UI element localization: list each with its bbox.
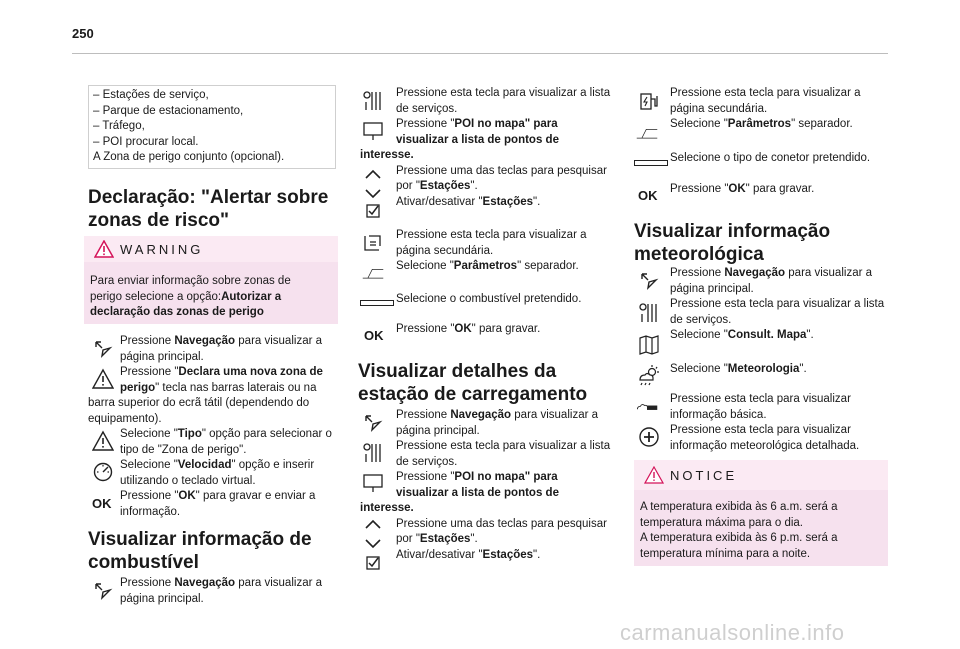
section-heading: Visualizar informação de combustível — [88, 529, 312, 573]
notice-box: NOTICE A temperatura exibida às 6 a.m. será a temperatura máxima para o dia. A temperatura exibida às 6 p.m. será a temperatura mínima para a noite. — [634, 460, 888, 566]
ok-icon: OK — [638, 188, 658, 203]
navigation-icon — [638, 270, 660, 292]
col3-block-a: Pressione esta tecla para visualizar a página secundária. Selecione "Parâmetros" separador. — [670, 87, 861, 130]
ok-icon: OK — [92, 496, 112, 511]
section-heading: Declaração: "Alertar sobre zonas de risco" — [88, 187, 329, 231]
page-number: 250 — [72, 26, 94, 41]
section-heading: Visualizar detalhes da estação de carregamento — [358, 361, 588, 405]
navigation-icon — [92, 580, 114, 602]
basic-info-icon — [636, 396, 658, 418]
col3-block-d: Pressione Navegação para visualizar a página principal. Pressione esta tecla para visualizar a lista de serviços. Selecione "Consult. Mapa". — [670, 267, 885, 341]
save-text: Pressione "OK" para gravar. — [396, 323, 541, 335]
notice-title: NOTICE — [670, 468, 738, 483]
notice-icon — [644, 466, 664, 489]
parameters-tab-icon — [362, 262, 384, 284]
col2-block-b: Pressione esta tecla para visualizar a página secundária. Selecione "Parâmetros" separador. — [396, 229, 587, 272]
ok-icon: OK — [364, 328, 384, 343]
list-item: – Estações de serviço, — [93, 89, 209, 101]
services-list-icon — [638, 302, 660, 324]
warning-icon — [94, 240, 114, 263]
col3-block-f: Pressione esta tecla para visualizar informação básica. Pressione esta tecla para visualizar informação meteorológica detalhada. — [670, 393, 860, 452]
list-item: – POI procurar local. — [93, 135, 199, 148]
weather-icon — [638, 364, 660, 386]
watermark: carmanualsonline.info — [620, 620, 845, 645]
map-icon — [638, 334, 660, 356]
top-rule — [72, 53, 888, 54]
list-item: – Tráfego, — [93, 120, 145, 132]
charging-station-icon — [638, 90, 660, 112]
service-list-box — [88, 85, 336, 169]
detailed-info-icon — [638, 426, 660, 448]
col1-steps: Pressione Navegação para visualizar a página principal. Pressione "Declara uma nova zona de perigo" tecla nas barras laterais ou na barra superior do ecrã tátil (dependendo do equipamento). Selecione "Tipo" opção para selecionar o tipo de "Zona de perigo". Selecione "Velocidad" opção e inserir utilizando o teclado virtual. Pressione "OK" para gravar e enviar a informação. — [88, 335, 332, 518]
col2-block-a: Pressione esta tecla para visualizar a lista de serviços. Pressione "POI no mapa" para visualizar a lista de pontos de interesse. Pressione uma das teclas para pesquisar por "Estações". Ativar/desativar "Estações". — [360, 87, 611, 208]
parameters-tab-icon — [636, 122, 658, 144]
list-item: A Zona de perigo conjunto (opcional). — [93, 151, 285, 163]
warning-title: WARNING — [120, 242, 204, 257]
connector-select-bar-icon — [634, 160, 668, 166]
list-item: – Parque de estacionamento, — [93, 104, 244, 117]
secondary-page-icon — [362, 232, 384, 254]
fuel-select-bar-icon — [360, 300, 394, 306]
section-heading: Visualizar informação meteorológica — [634, 221, 831, 265]
col1-steps2: Pressione Navegação para visualizar a página principal. — [120, 577, 323, 605]
connector-select-text: Selecione o tipo de conetor pretendido. — [670, 152, 871, 164]
weather-text: Selecione "Meteorologia". — [670, 363, 807, 375]
save-text: Pressione "OK" para gravar. — [670, 183, 815, 195]
warning-box: WARNING Para enviar informação sobre zonas de perigo selecione a opção:Autorizar a declaração das zonas de perigo — [84, 236, 338, 324]
fuel-select-text: Selecione o combustível pretendido. — [396, 293, 582, 305]
col2-block-e: Pressione Navegação para visualizar a página principal. Pressione esta tecla para visualizar a lista de serviços. Pressione "POI no mapa" para visualizar a lista de pontos de interesse. Pressione uma das teclas para pesquisar por "Estações". Ativar/desativar "Estações". — [360, 409, 611, 561]
